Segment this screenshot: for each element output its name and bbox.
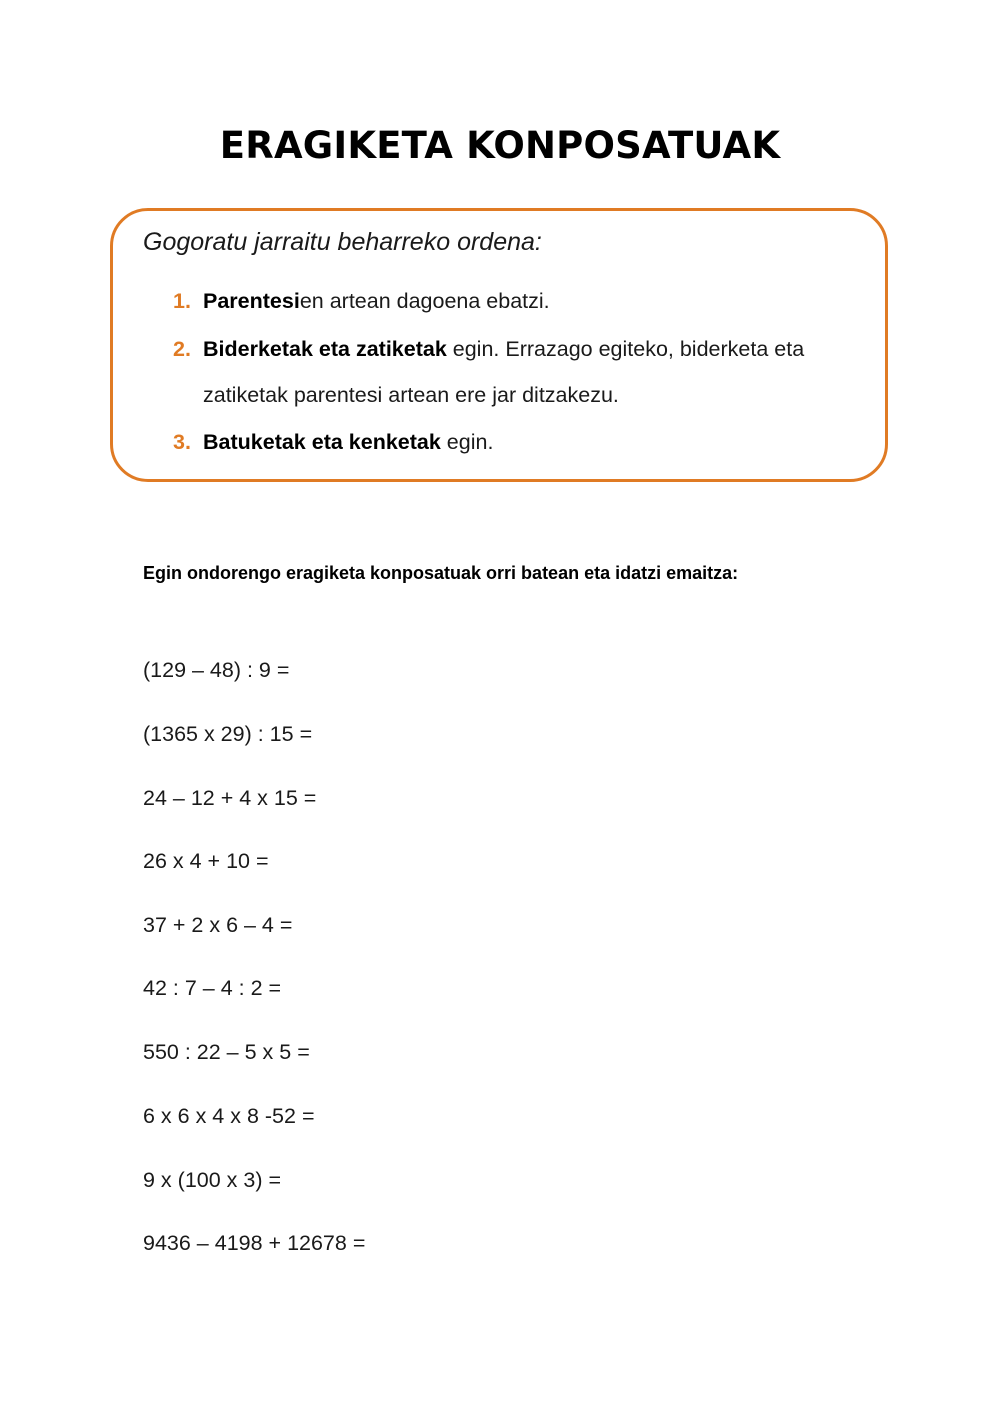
exercise-1: (129 – 48) : 9 = xyxy=(143,658,290,682)
rule-number: 2. xyxy=(173,337,191,361)
rule-number: 3. xyxy=(173,430,191,454)
rule-item-3 xyxy=(173,430,493,455)
page-title: ERAGIKETA KONPOSATUAK xyxy=(219,124,781,167)
rule-text: en artean dagoena ebatzi. xyxy=(299,289,550,313)
exercise-4: 26 x 4 + 10 = xyxy=(143,849,269,873)
rule-text: egin. Errazago egiteko, biderketa eta xyxy=(446,337,805,361)
exercise-5: 37 + 2 x 6 – 4 = xyxy=(143,913,293,937)
rule-item-2-continuation: zatiketak parentesi artean ere jar ditzakezu. xyxy=(203,383,619,407)
rule-bold-text: Biderketak eta zatiketak xyxy=(203,337,447,361)
exercise-7: 550 : 22 – 5 x 5 = xyxy=(143,1040,310,1064)
rule-bold-text: Batuketak eta kenketak xyxy=(203,430,441,454)
rules-intro: Gogoratu jarraitu beharreko ordena: xyxy=(143,228,542,256)
rule-item-2 xyxy=(173,337,804,362)
rule-text: egin. xyxy=(440,430,494,454)
exercise-2: (1365 x 29) : 15 = xyxy=(143,722,313,746)
exercise-8: 6 x 6 x 4 x 8 -52 = xyxy=(143,1104,315,1128)
exercise-10: 9436 – 4198 + 12678 = xyxy=(143,1231,366,1255)
instruction-text: Egin ondorengo eragiketa konposatuak orri batean eta idatzi emaitza: xyxy=(143,563,739,583)
rule-item-1 xyxy=(173,289,550,314)
rule-bold-text: Parentesi xyxy=(203,289,300,313)
exercise-9: 9 x (100 x 3) = xyxy=(143,1168,282,1192)
exercise-3: 24 – 12 + 4 x 15 = xyxy=(143,786,317,810)
exercise-6: 42 : 7 – 4 : 2 = xyxy=(143,976,282,1000)
rule-number: 1. xyxy=(173,289,191,313)
